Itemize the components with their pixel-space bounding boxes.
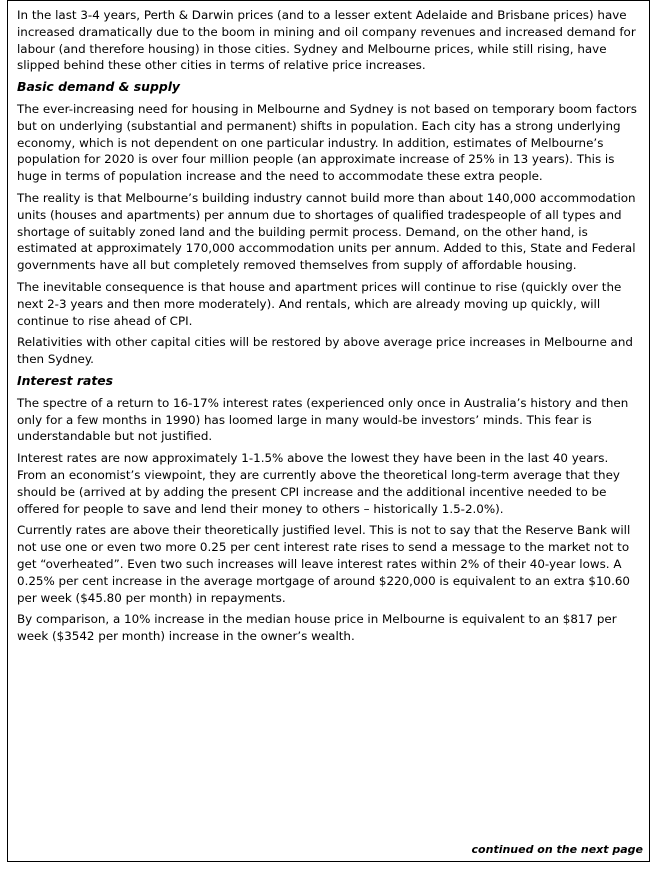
interest-paragraph-2: Interest rates are now approximately 1-1.5% above the lowest they have been in the last 40 years. From an economist’s viewpoint, they are currently above the theoretical long-term average that they should be (arrived at by adding the present CPI increase and the additional incentive needed to be offered for people to save and lend their money to others – historically 1.5-2.0%). xyxy=(17,451,620,516)
heading-demand-supply: Basic demand & supply xyxy=(17,79,181,95)
continued-note: continued on the next page xyxy=(471,843,643,856)
demand-paragraph-4: Relativities with other capital cities will be restored by above average price increases in Melbourne and then Sydney. xyxy=(17,335,633,367)
demand-paragraph-3: The inevitable consequence is that house and apartment prices will continue to rise (quickly over the next 2-3 years and then more moderately). And rentals, which are already moving up quickly, will continue to rise ahead of CPI. xyxy=(17,279,622,328)
article-box xyxy=(7,0,650,862)
demand-paragraph-2: The reality is that Melbourne’s building industry cannot build more than about 140,000 accommodation units (houses and apartments) per annum due to shortages of qualified tradespeople of all types and shortage of suitably zoned land and the building permit process. Demand, on the other hand, is estimated at approximately 170,000 accommodation units per annum. Added to this, State and Federal governments have all but completely removed themselves from supply of affordable housing. xyxy=(17,190,636,273)
heading-interest-rates: Interest rates xyxy=(17,372,114,388)
interest-paragraph-3: Currently rates are above their theoretically justified level. This is not to say that the Reserve Bank will not use one or even two more 0.25 per cent interest rate rises to send a message to the market not to get “overheated”. Even two such increases will leave interest rates within 2% of their 40-year lows. A 0.25% per cent increase in the average mortgage of around $220,000 is equivalent to an extra $10.60 per week ($45.80 per month) in repayments. xyxy=(17,523,631,605)
interest-paragraph-4: By comparison, a 10% increase in the median house price in Melbourne is equivalent to an $817 per week ($3542 per month) increase in the owner’s wealth. xyxy=(17,612,617,644)
intro-paragraph: In the last 3-4 years, Perth & Darwin prices (and to a lesser extent Adelaide and Brisbane prices) have increased dramatically due to the boom in mining and oil company revenues and increased demand for labour (and therefore housing) in those cities. Sydney and Melbourne prices, while still rising, have slipped behind these other cities in terms of relative price increases. xyxy=(17,8,636,73)
interest-paragraph-1: The spectre of a return to 16-17% interest rates (experienced only once in Australia’s history and then only for a few months in 1990) has loomed large in many would-be investors’ minds. This fear is understandable but not justified. xyxy=(17,395,629,444)
demand-paragraph-1: The ever-increasing need for housing in Melbourne and Sydney is not based on temporary boom factors but on underlying (substantial and permanent) shifts in population. Each city has a strong underlying economy, which is not dependent on one particular industry. In addition, estimates of Melbourne’s population for 2020 is over four million people (an approximate increase of 25% in 13 years). This is huge in terms of population increase and the need to accommodate these extra people. xyxy=(17,101,637,184)
